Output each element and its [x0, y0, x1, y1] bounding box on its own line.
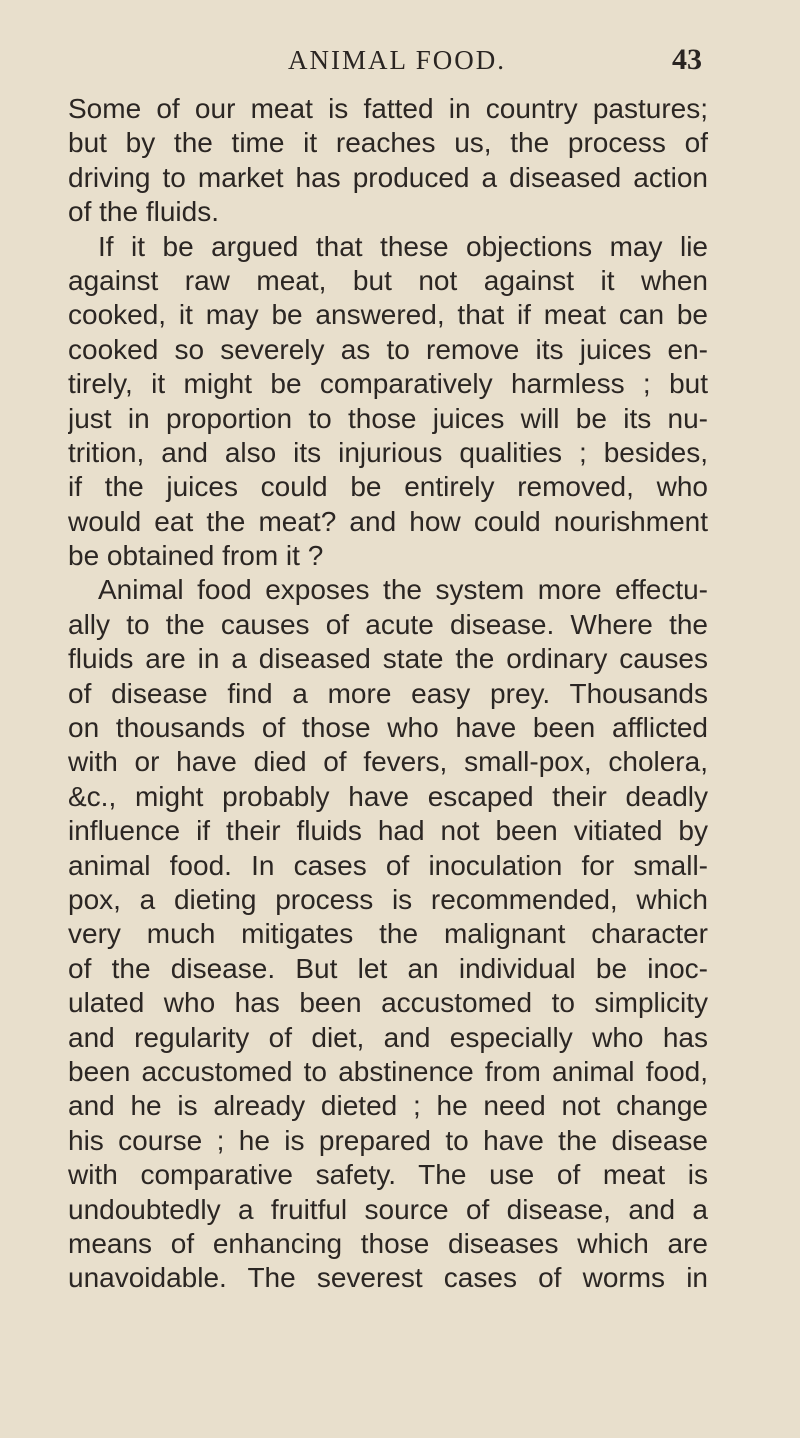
text-line: with comparative safety. The use of meat is [68, 1159, 708, 1191]
text-line: of disease find a more easy prey. Thousands [68, 677, 708, 709]
running-head-title: ANIMAL FOOD. [288, 45, 506, 75]
text-line: undoubtedly a fruitful source of disease, and a [68, 1193, 708, 1225]
text-line: his course ; he is prepared to have the disease [68, 1124, 708, 1156]
text-line: trition, and also its injurious qualities ; besides, [68, 436, 708, 468]
text-line: on thousands of those who have been afflicted [68, 712, 708, 744]
text-line: with or have died of fevers, small-pox, cholera, [68, 746, 708, 778]
text-line: unavoidable. The severest cases of worms in [68, 1262, 708, 1294]
text-line: means of enhancing those diseases which are [68, 1227, 708, 1259]
text-line: but by the time it reaches us, the process of [68, 127, 708, 159]
text-line: just in proportion to those juices will be its nu- [68, 402, 708, 434]
text-line: driving to market has produced a diseased action [68, 161, 708, 193]
text-line: very much mitigates the malignant character [68, 918, 708, 950]
text-line: cooked so severely as to remove its juices en- [68, 333, 708, 365]
text-line: Animal food exposes the system more effectu- [98, 574, 708, 606]
text-line: of the disease. But let an individual be inoc- [68, 952, 708, 984]
text-line: if the juices could be entirely removed, who [68, 471, 708, 503]
text-line: If it be argued that these objections may lie [98, 230, 708, 262]
text-line: ally to the causes of acute disease. Where the [68, 608, 708, 640]
text-line: would eat the meat? and how could nourishment [68, 505, 708, 537]
text-line: Some of our meat is fatted in country pastures; [68, 93, 708, 124]
text-line: cooked, it may be answered, that if meat can be [68, 299, 708, 331]
text-line: &c., might probably have escaped their deadly [68, 780, 708, 812]
page-number: 43 [672, 43, 702, 76]
text-line: of the fluids. [68, 196, 219, 228]
text-line: against raw meat, but not against it when [68, 264, 708, 296]
text-line: and regularity of diet, and especially who has [68, 1021, 708, 1053]
text-line: been accustomed to abstinence from animal food, [68, 1055, 708, 1087]
text-line: be obtained from it ? [68, 540, 324, 572]
text-line: tirely, it might be comparatively harmless ; but [68, 368, 708, 400]
text-line: influence if their fluids had not been vitiated by [68, 815, 708, 847]
text-line: fluids are in a diseased state the ordinary causes [68, 643, 708, 675]
text-line: and he is already dieted ; he need not change [68, 1090, 708, 1122]
text-line: animal food. In cases of inoculation for small- [68, 849, 708, 881]
running-head [0, 40, 800, 80]
text-line: pox, a dieting process is recommended, which [68, 883, 708, 915]
body-text [68, 92, 708, 1296]
text-line: ulated who has been accustomed to simplicity [68, 987, 708, 1019]
